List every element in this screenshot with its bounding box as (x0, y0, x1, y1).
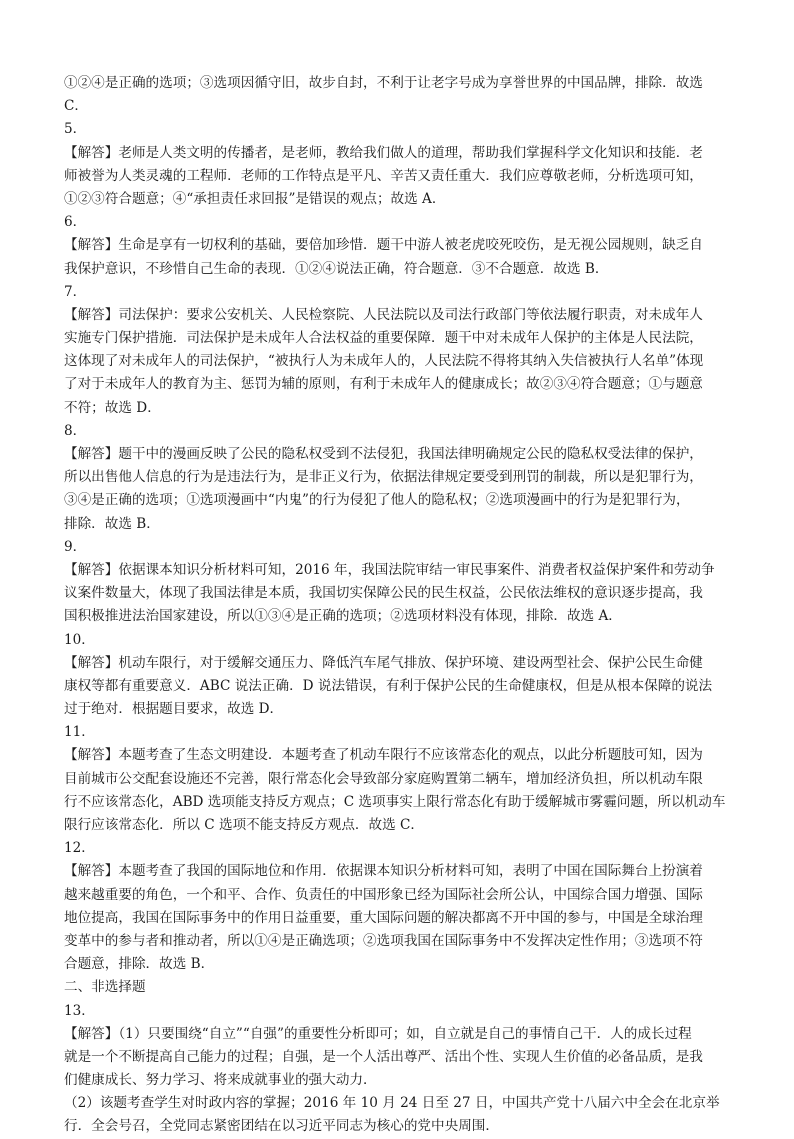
text-line: 【解答】题干中的漫画反映了公民的隐私权受到不法侵犯，我国法律明确规定公民的隐私权受法律的保护， (64, 446, 703, 462)
text-line: 变革中的参与者和推动者，所以①④是正确选项；②选项我国在国际事务中不发挥决定性作用；③选项不符 (64, 932, 703, 949)
text-line: 【解答】老师是人类文明的传播者，是老师，教给我们做人的道理，帮助我们掌握科学文化知识和技能．老 (64, 144, 703, 161)
text-line: 国积极推进法治国家建设，所以①③④是正确的选项；②选项材料没有体现，排除．故选 A． (64, 608, 622, 625)
text-line: ③④是正确的选项；①选项漫画中“内鬼”的行为侵犯了他人的隐私权；②选项漫画中的行为是犯罪行为， (64, 492, 690, 509)
question-number: 11． (64, 724, 95, 741)
text-line: 过于绝对．根据题目要求，故选 D． (64, 701, 284, 718)
text-line: 就是一个不断提高自己能力的过程；自强，是一个人活出尊严、活出个性、实现人生价值的必备品质，是我 (64, 1048, 703, 1065)
text-line: 们健康成长、努力学习、将来成就事业的强大动力． (64, 1072, 377, 1089)
text-line: 这体现了对未成年人的司法保护，“被执行人为未成年人的，人民法院不得将其纳入失信被执行人名单”体现 (64, 353, 704, 370)
text-line: 所以出售他人信息的行为是违法行为，是非正义行为，依据法律规定要受到刑罚的制裁，所以是犯罪行为， (64, 469, 703, 486)
text-line: 目前城市公交配套设施还不完善，限行常态化会导致部分家庭购置第二辆车，增加经济负担，所以机动车限 (64, 770, 703, 787)
text-line: 师被誉为人类灵魂的工程师．老师的工作特点是平凡、辛苦又责任重大．我们应尊敬老师，分析选项可知， (64, 167, 703, 184)
answer-document (64, 72, 734, 1139)
text-line: 越来越重要的角色，一个和平、合作、负责任的中国形象已经为国际社会所公认，中国综合国力增强、国际 (64, 886, 703, 903)
text-line: 我保护意识，不珍惜自己生命的表现．①②④说法正确，符合题意．③不合题意．故选 B． (64, 260, 609, 277)
text-line: 行不应该常态化，ABD 选项能支持反方观点；C 选项事实上限行常态化有助于缓解城市雾霾问题，所以机动车 (64, 793, 726, 810)
text-line: （2）该题考查学生对时政内容的掌握；2016 年 10 月 24 日至 27 日，中国共产党十八届六中全会在北京举 (64, 1095, 720, 1112)
text-line: 【解答】依据课本知识分析材料可知，2016 年，我国法院审结一审民事案件、消费者权益保护案件和劳动争 (64, 561, 715, 578)
text-line: 康权等都有重要意义．ABC 说法正确．D 说法错误，有利于保护公民的生命健康权，但是从根本保障的说法 (64, 677, 713, 694)
text-line: 【解答】司法保护：要求公安机关、人民检察院、人民法院以及司法行政部门等依法履行职责，对未成年人 (64, 306, 703, 323)
text-line: 了对于未成年人的教育为主、惩罚为辅的原则，有利于未成年人的健康成长；故②③④符合题意；①与题意 (64, 376, 703, 393)
text-line: 合题意，排除．故选 B． (64, 956, 215, 973)
question-number: 6． (64, 214, 87, 231)
text-line: 【解答】本题考查了生态文明建设．本题考查了机动车限行不应该常态化的观点，以此分析题肢可知，因为 (64, 747, 703, 764)
question-number: 9． (64, 538, 87, 555)
text-line: 【解答】生命是享有一切权利的基础，要倍加珍惜．题干中游人被老虎咬死咬伤，是无视公园规则，缺乏自 (64, 237, 703, 254)
question-number: 10． (64, 631, 95, 648)
text-line: 议案件数量大，体现了我国法律是本质，我国切实保障公民的民生权益，公民依法维权的意识逐步提高，我 (64, 585, 703, 602)
question-number: 8． (64, 422, 87, 439)
text-line: 【解答】（1）只要围绕“自立”“自强”的重要性分析即可；如，自立就是自己的事情自己干．人的成长过程 (64, 1025, 692, 1042)
text-line: 限行应该常态化．所以 C 选项不能支持反方观点．故选 C． (64, 817, 425, 833)
question-number: 12． (64, 840, 95, 857)
text-line: 【解答】本题考查了我国的国际地位和作用．依据课本知识分析材料可知，表明了中国在国际舞台上扮演着 (64, 863, 703, 880)
text-line: 排除．故选 B． (64, 515, 160, 532)
text-line: 【解答】机动车限行，对于缓解交通压力、降低汽车尾气排放、保护环境、建设两型社会、保护公民生命健 (64, 654, 703, 671)
text-line: ①②③符合题意；④“承担责任求回报”是错误的观点；故选 A． (64, 190, 446, 207)
question-number: 13． (64, 1002, 95, 1019)
text-line: 实施专门保护措施．司法保护是未成年人合法权益的重要保障．题干中对未成年人保护的主体是人民法院， (64, 330, 703, 347)
text-line: C． (64, 98, 88, 115)
question-number: 5． (64, 121, 87, 138)
text-line: ①②④是正确的选项；③选项因循守旧，故步自封，不利于让老字号成为享誉世界的中国品牌，排除．故选 (64, 75, 703, 91)
question-number: 7． (64, 283, 87, 300)
text-line: 地位提高，我国在国际事务中的作用日益重要，重大国际问题的解决都离不开中国的参与，中国是全球治理 (64, 909, 703, 926)
section-heading: 二、非选择题 (64, 979, 146, 996)
text-line: 不符；故选 D． (64, 399, 161, 416)
text-line: 行．全会号召，全党同志紧密团结在以习近平同志为核心的党中央周围． (64, 1118, 499, 1135)
